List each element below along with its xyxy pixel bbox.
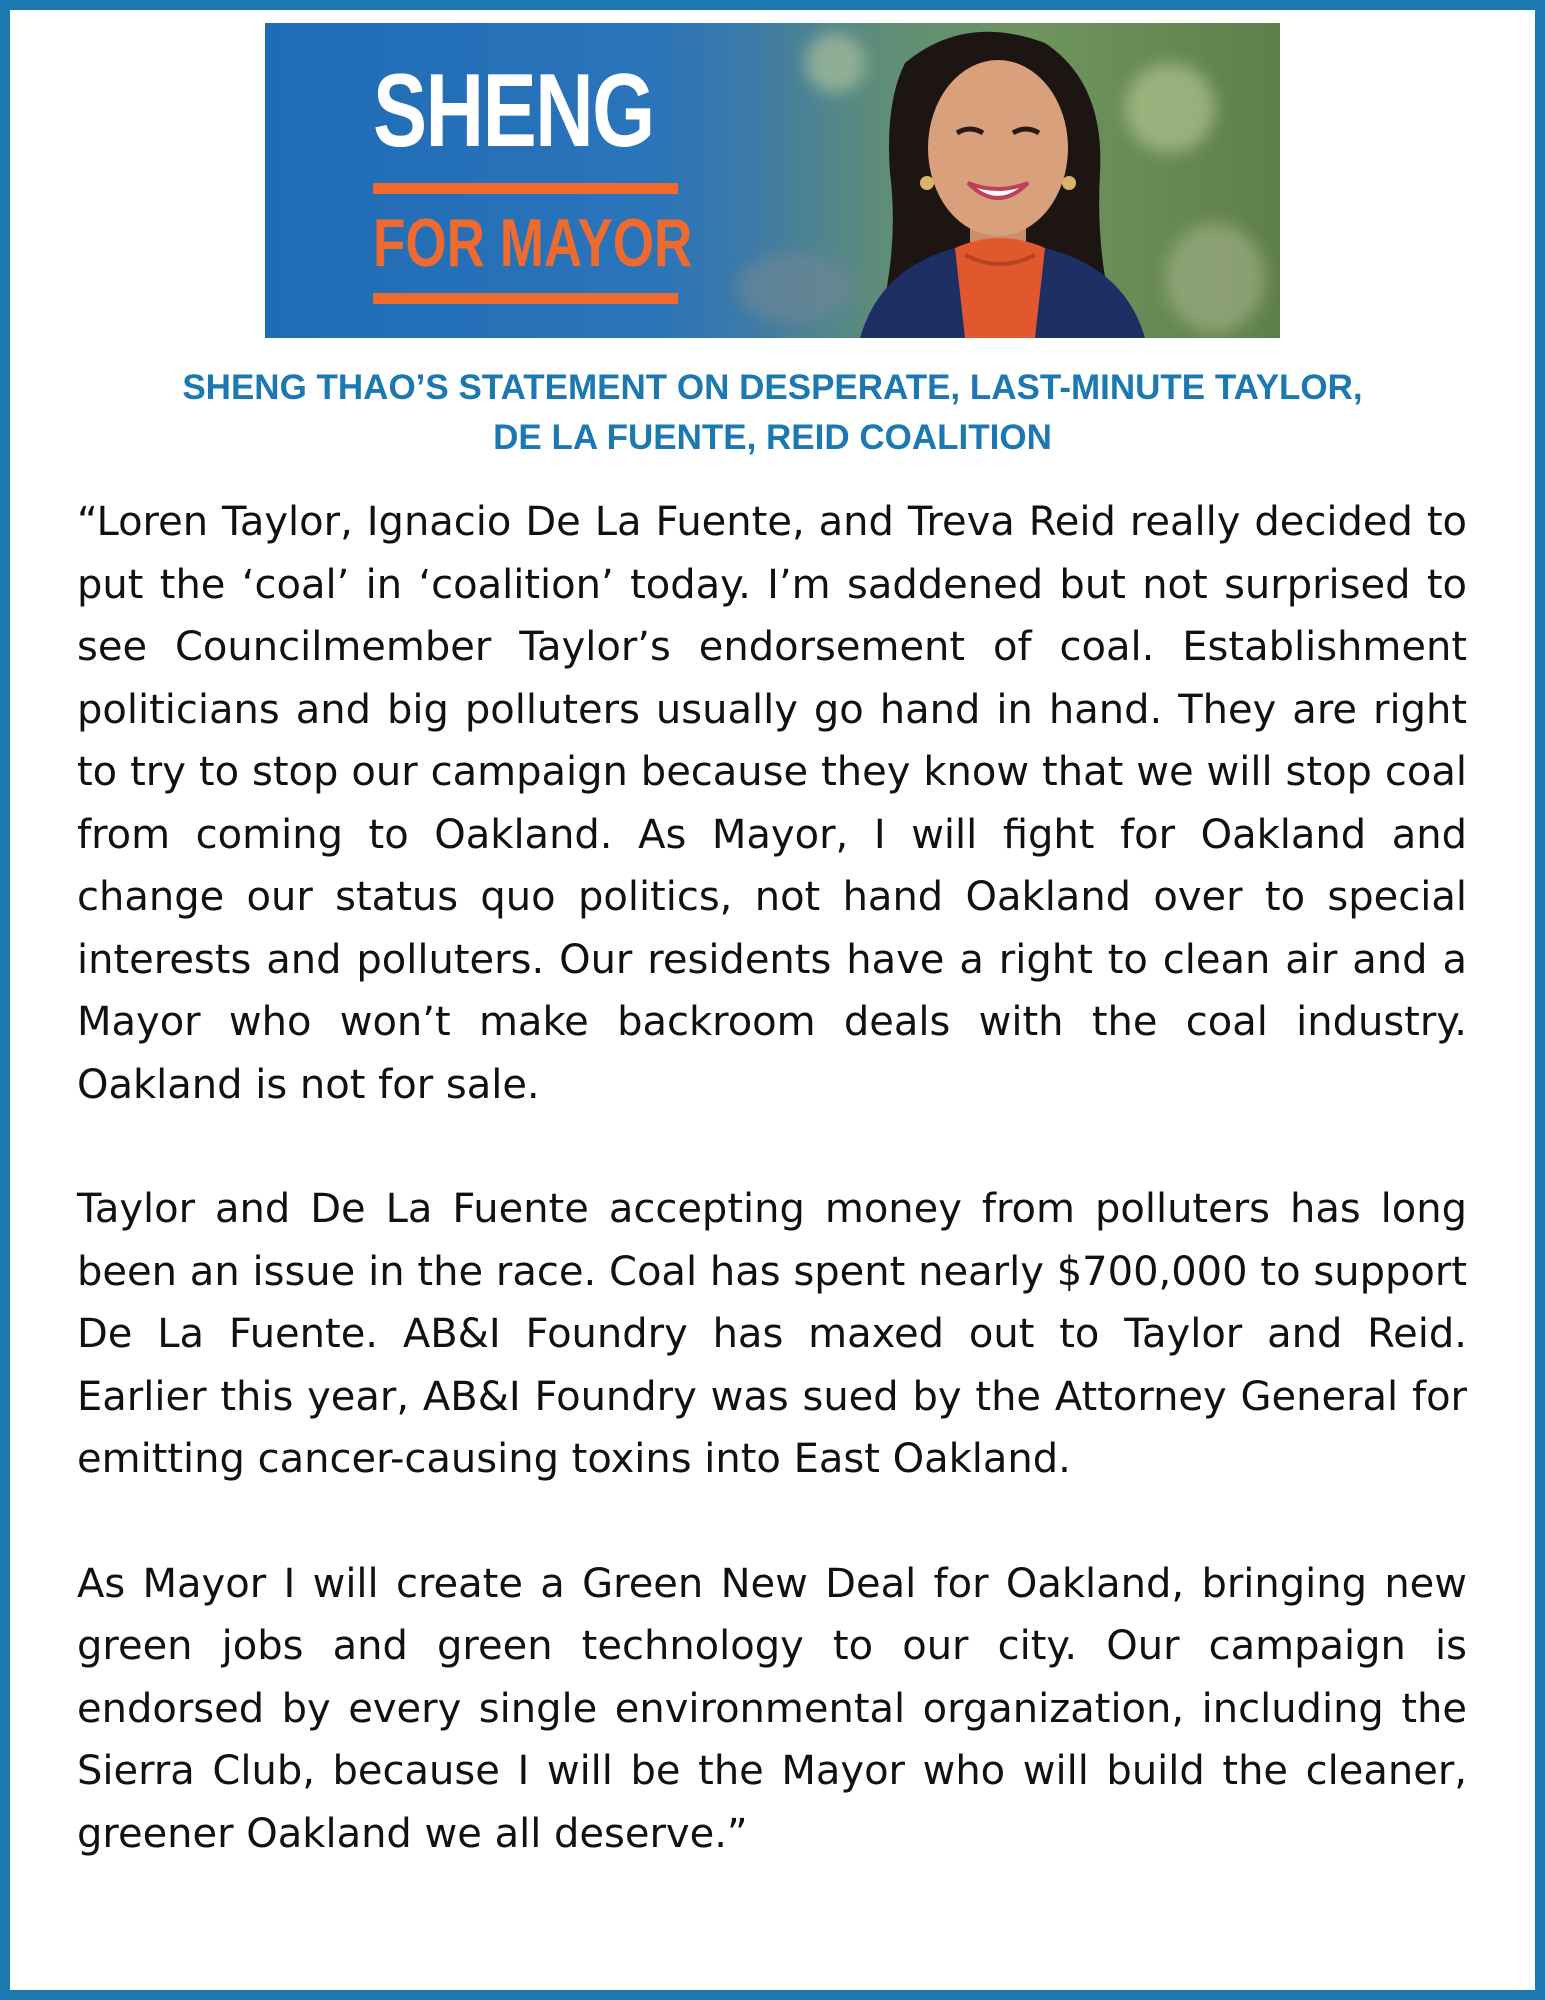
headline-line-1: SHENG THAO’S STATEMENT ON DESPERATE, LAST-MINUTE TAYLOR, [182,368,1363,407]
paragraph: “Loren Taylor, Ignacio De La Fuente, and Treva Reid really decided to put the ‘coal’ in ‘coalition’ today. I’m saddened but not surprised to see Councilmember Taylor’s endorsement of coal. Establishment politicians and big polluters usually go hand in hand. They are right to try to stop our campaign because they know that we will stop coal from coming to Oakland. As Mayor, I will fight for Oakland and change our status quo politics, not hand Oakland over to special interests and polluters. Our residents have a right to clean air and a Mayor who won’t make backroom deals with the coal industry. Oakland is not for sale. [77,499,1467,1108]
headline-line-2: DE LA FUENTE, REID COALITION [493,418,1052,457]
paragraph: As Mayor I will create a Green New Deal for Oakland, bringing new green jobs and green technology to our city. Our campaign is endorsed by every single environmental organization, including the Sierra Club, because I will be the Mayor who will build the cleaner, greener Oakland we all deserve.” [77,1560,1467,1857]
statement-body [77,491,1467,1865]
statement-headline [100,363,1445,463]
brand-name: SHENG [373,53,654,169]
campaign-banner [265,23,1280,338]
paragraph: Taylor and De La Fuente accepting money from polluters has long been an issue in the race. Coal has spent nearly $700,000 to support De La Fuente. AB&I Foundry has maxed out to Taylor and Reid. Earlier this year, AB&I Foundry was sued by the Attorney General for emitting cancer-causing toxins into East Oakland. [77,1186,1467,1482]
candidate-portrait [265,23,1280,338]
brand-tagline: FOR MAYOR [373,205,693,281]
